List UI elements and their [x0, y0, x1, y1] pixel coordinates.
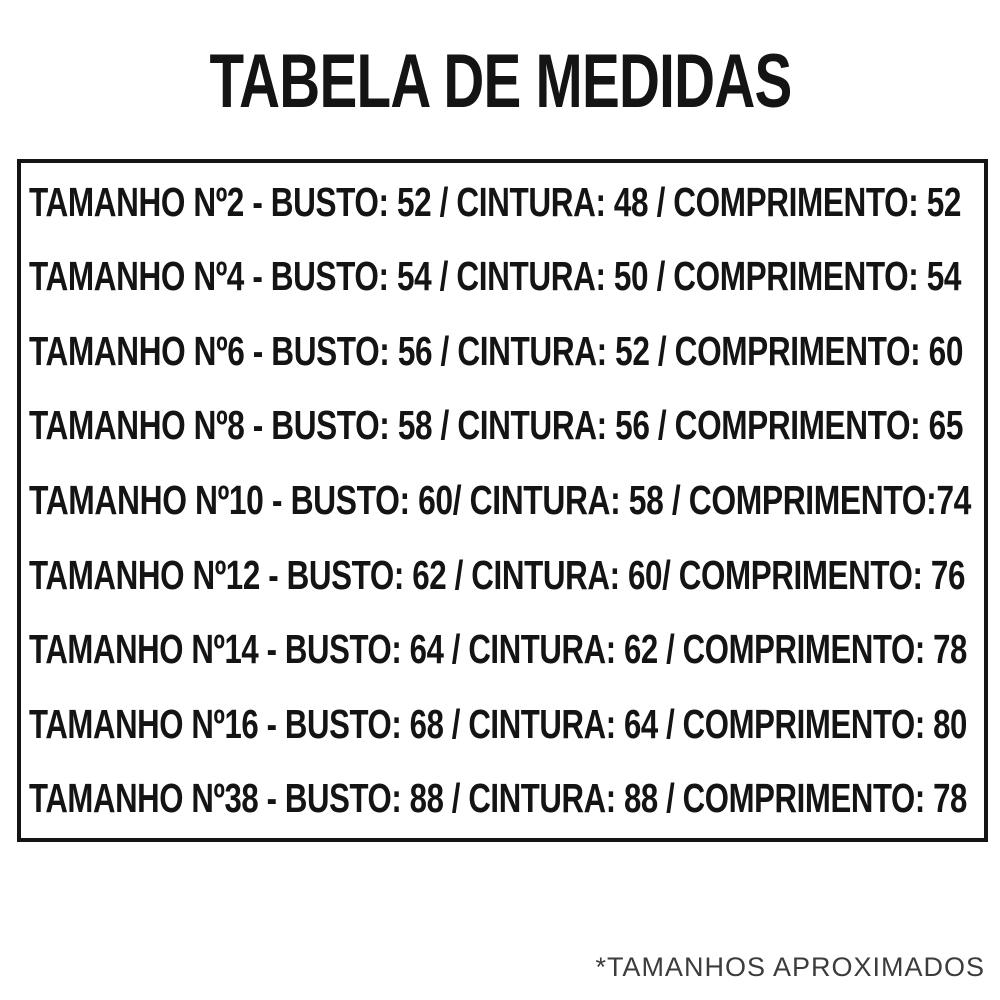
size-row-text: TAMANHO Nº16 - BUSTO: 68 / CINTURA: 64 / COMPRIMENTO: 80	[29, 700, 968, 747]
size-row-text: TAMANHO Nº12 - BUSTO: 62 / CINTURA: 60/ COMPRIMENTO: 76	[29, 551, 965, 598]
page-title-text: TABELA DE MEDIDAS	[209, 39, 791, 124]
size-row-text: TAMANHO Nº2 - BUSTO: 52 / CINTURA: 48 / COMPRIMENTO: 52	[29, 178, 962, 225]
table-row	[29, 240, 984, 315]
size-row-text: TAMANHO Nº38 - BUSTO: 88 / CINTURA: 88 / COMPRIMENTO: 78	[29, 775, 968, 822]
size-row-text: TAMANHO Nº8 - BUSTO: 58 / CINTURA: 56 / COMPRIMENTO: 65	[29, 402, 963, 449]
size-row-text: TAMANHO Nº14 - BUSTO: 64 / CINTURA: 62 / COMPRIMENTO: 78	[29, 626, 968, 673]
table-row	[29, 687, 984, 762]
table-row	[29, 612, 984, 687]
measurement-table	[17, 159, 988, 842]
table-row	[29, 389, 984, 464]
table-row	[29, 538, 984, 613]
page-title	[0, 39, 1000, 124]
table-row	[29, 314, 984, 389]
table-row	[29, 463, 984, 538]
size-row-text: TAMANHO Nº6 - BUSTO: 56 / CINTURA: 52 / COMPRIMENTO: 60	[29, 327, 963, 374]
size-row-text: TAMANHO Nº10 - BUSTO: 60/ CINTURA: 58 / COMPRIMENTO:74	[29, 477, 971, 524]
footer-note: *TAMANHOS APROXIMADOS	[595, 952, 985, 982]
size-row-text: TAMANHO Nº4 - BUSTO: 54 / CINTURA: 50 / COMPRIMENTO: 54	[29, 253, 962, 300]
table-row	[29, 165, 984, 240]
table-row	[29, 762, 984, 837]
